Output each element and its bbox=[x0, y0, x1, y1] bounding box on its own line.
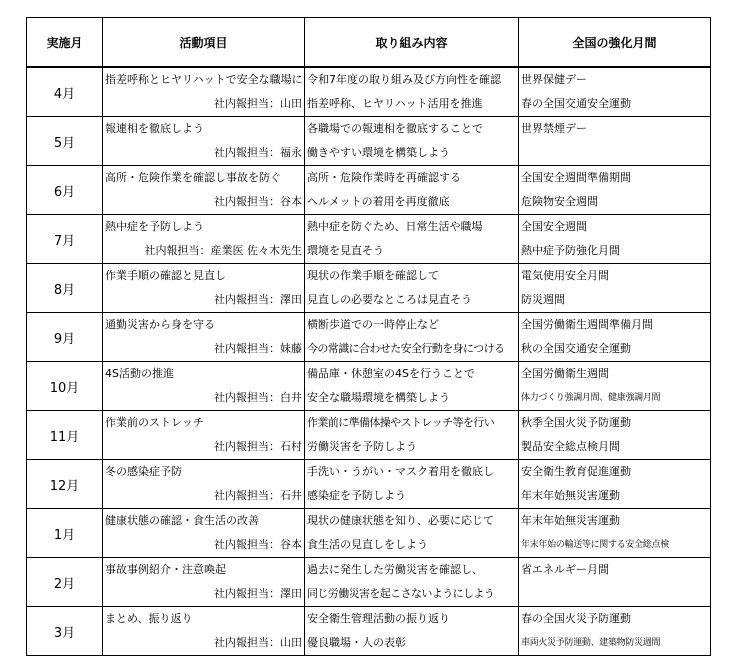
national-line: 危険物安全週間 bbox=[521, 195, 598, 208]
national-line: 省エネルギー月間 bbox=[521, 563, 609, 576]
national-line: 年末年始無災害運動 bbox=[521, 514, 620, 527]
activity-cell bbox=[103, 264, 305, 313]
activity-cell bbox=[103, 460, 305, 509]
national-line bbox=[519, 141, 710, 165]
national-line: 年末年始の輸送等に関する安全総点検 bbox=[521, 540, 669, 550]
activity-cell bbox=[103, 607, 305, 656]
national-line: 電気使用安全月間 bbox=[521, 269, 609, 282]
header-activity: 活動項目 bbox=[103, 18, 305, 68]
national-cell bbox=[519, 362, 711, 411]
content-line: 横断歩道での一時停止など bbox=[307, 318, 439, 331]
header-national: 全国の強化月間 bbox=[519, 18, 711, 68]
national-cell bbox=[519, 67, 711, 117]
header-row bbox=[27, 18, 711, 68]
table-row bbox=[27, 264, 711, 313]
activity-title: 冬の感染症予防 bbox=[105, 465, 182, 478]
content-cell bbox=[305, 411, 519, 460]
reporter: 社内報担当：石村 bbox=[214, 440, 302, 453]
content-line: 高所・危険作業時を再確認する bbox=[307, 171, 461, 184]
national-cell bbox=[519, 313, 711, 362]
safety-plan-table bbox=[26, 17, 711, 656]
reporter: 社内報担当：澤田 bbox=[214, 587, 302, 600]
activity-cell bbox=[103, 509, 305, 558]
table-row bbox=[27, 558, 711, 607]
content-line: 今の常識に合わせた安全行動を身につける bbox=[307, 342, 505, 355]
content-line: ヘルメットの着用を再度徹底 bbox=[307, 195, 450, 208]
national-line: 全国安全週間準備期間 bbox=[521, 171, 631, 184]
table-row bbox=[27, 67, 711, 117]
table-row bbox=[27, 607, 711, 656]
activity-title: 作業前のストレッチ bbox=[105, 416, 204, 429]
reporter: 社内報担当：石井 bbox=[214, 489, 302, 502]
activity-cell bbox=[103, 67, 305, 117]
month-cell: 3月 bbox=[27, 607, 103, 656]
month-cell: 1月 bbox=[27, 509, 103, 558]
content-cell bbox=[305, 362, 519, 411]
national-line: 製品安全総点検月間 bbox=[521, 440, 620, 453]
month-cell: 7月 bbox=[27, 215, 103, 264]
table-row bbox=[27, 460, 711, 509]
content-cell bbox=[305, 460, 519, 509]
content-line: 各職場での報連相を徹底することで bbox=[307, 122, 483, 135]
activity-cell bbox=[103, 558, 305, 607]
table-row bbox=[27, 313, 711, 362]
reporter: 社内報担当：妹藤 bbox=[214, 342, 302, 355]
month-cell: 10月 bbox=[27, 362, 103, 411]
reporter: 社内報担当：山田 bbox=[214, 636, 302, 649]
activity-cell bbox=[103, 313, 305, 362]
activity-title: 熱中症を予防しよう bbox=[105, 220, 204, 233]
content-line: 優良職場・人の表彰 bbox=[307, 636, 406, 649]
content-cell bbox=[305, 215, 519, 264]
table-row bbox=[27, 166, 711, 215]
activity-cell bbox=[103, 166, 305, 215]
month-cell: 2月 bbox=[27, 558, 103, 607]
table-row bbox=[27, 411, 711, 460]
national-line: 車両火災予防運動、建築物防災週間 bbox=[521, 638, 661, 648]
reporter: 社内報担当：谷本 bbox=[214, 538, 302, 551]
reporter: 社内報担当：澤田 bbox=[214, 293, 302, 306]
national-line: 熱中症予防強化月間 bbox=[521, 244, 620, 257]
reporter: 社内報担当：福永 bbox=[214, 146, 302, 159]
activity-title: 高所・危険作業を確認し事故を防ぐ bbox=[105, 171, 281, 184]
activity-title: 報連相を徹底しよう bbox=[105, 122, 204, 135]
activity-title: 健康状態の確認・食生活の改善 bbox=[105, 514, 259, 527]
content-line: 備品庫・休憩室の4Sを行うことで bbox=[307, 367, 475, 380]
content-cell bbox=[305, 558, 519, 607]
content-cell bbox=[305, 313, 519, 362]
reporter: 社内報担当：産業医 佐々木先生 bbox=[144, 244, 302, 257]
content-line: 労働災害を予防しよう bbox=[307, 440, 417, 453]
table-row bbox=[27, 117, 711, 166]
reporter: 社内報担当：山田 bbox=[214, 97, 302, 110]
activity-title: 事故事例紹介・注意喚起 bbox=[105, 563, 226, 576]
month-cell: 4月 bbox=[27, 67, 103, 117]
national-cell bbox=[519, 460, 711, 509]
activity-title: 通勤災害から身を守る bbox=[105, 318, 215, 331]
content-line: 現状の健康状態を知り、必要に応じて bbox=[307, 514, 494, 527]
content-cell bbox=[305, 509, 519, 558]
month-cell: 12月 bbox=[27, 460, 103, 509]
table-row bbox=[27, 215, 711, 264]
national-line: 春の全国火災予防運動 bbox=[521, 612, 631, 625]
content-cell bbox=[305, 264, 519, 313]
content-line: 令和7年度の取り組み及び方向性を確認 bbox=[307, 73, 501, 86]
content-line: 環境を見直そう bbox=[307, 244, 384, 257]
national-cell bbox=[519, 117, 711, 166]
month-cell: 5月 bbox=[27, 117, 103, 166]
content-line: 安全な職場環境を構築しよう bbox=[307, 391, 450, 404]
national-line: 全国安全週間 bbox=[521, 220, 587, 233]
national-line: 秋の全国交通安全運動 bbox=[521, 342, 631, 355]
month-cell: 9月 bbox=[27, 313, 103, 362]
national-cell bbox=[519, 607, 711, 656]
reporter: 社内報担当：谷本 bbox=[214, 195, 302, 208]
activity-title: 4S活動の推進 bbox=[105, 367, 174, 380]
activity-cell bbox=[103, 117, 305, 166]
content-line: 熱中症を防ぐため、日常生活や職場 bbox=[307, 220, 483, 233]
national-cell bbox=[519, 558, 711, 607]
header-month: 実施月 bbox=[27, 18, 103, 68]
activity-title: 指差呼称とヒヤリハットで安全な職場に bbox=[105, 73, 303, 86]
national-line: 年末年始無災害運動 bbox=[521, 489, 620, 502]
content-cell bbox=[305, 607, 519, 656]
activity-cell bbox=[103, 411, 305, 460]
content-cell bbox=[305, 67, 519, 117]
national-line: 全国労働衛生週間準備月間 bbox=[521, 318, 653, 331]
national-line: 全国労働衛生週間 bbox=[521, 367, 609, 380]
national-line bbox=[519, 582, 710, 606]
content-line: 現状の作業手順を確認して bbox=[307, 269, 439, 282]
activity-cell bbox=[103, 362, 305, 411]
reporter: 社内報担当：白井 bbox=[214, 391, 302, 404]
national-cell bbox=[519, 215, 711, 264]
national-cell bbox=[519, 411, 711, 460]
month-cell: 8月 bbox=[27, 264, 103, 313]
table-row bbox=[27, 362, 711, 411]
national-line: 秋季全国火災予防運動 bbox=[521, 416, 631, 429]
national-cell bbox=[519, 166, 711, 215]
content-line: 感染症を予防しよう bbox=[307, 489, 406, 502]
content-line: 指差呼称、ヒヤリハット活用を推進 bbox=[307, 97, 483, 110]
month-cell: 11月 bbox=[27, 411, 103, 460]
national-line: 体力づくり強調月間、健康強調月間 bbox=[521, 393, 661, 403]
content-line: 手洗い・うがい・マスク着用を徹底し bbox=[307, 465, 494, 478]
activity-cell bbox=[103, 215, 305, 264]
activity-title: まとめ、振り返り bbox=[105, 612, 193, 625]
national-line: 安全衛生教育促進運動 bbox=[521, 465, 631, 478]
national-line: 世界保健デー bbox=[521, 73, 587, 86]
activity-title: 作業手順の確認と見直し bbox=[105, 269, 226, 282]
content-line: 見直しの必要なところは見直そう bbox=[307, 293, 472, 306]
content-cell bbox=[305, 166, 519, 215]
national-line: 防災週間 bbox=[521, 293, 565, 306]
content-line: 食生活の見直しをしよう bbox=[307, 538, 428, 551]
month-cell: 6月 bbox=[27, 166, 103, 215]
table-row bbox=[27, 509, 711, 558]
content-cell bbox=[305, 117, 519, 166]
national-cell bbox=[519, 264, 711, 313]
national-cell bbox=[519, 509, 711, 558]
content-line: 安全衛生管理活動の振り返り bbox=[307, 612, 450, 625]
content-line: 働きやすい環境を構築しよう bbox=[307, 146, 450, 159]
header-content: 取り組み内容 bbox=[305, 18, 519, 68]
national-line: 春の全国交通安全運動 bbox=[521, 97, 631, 110]
content-line: 過去に発生した労働災害を確認し、 bbox=[307, 563, 483, 576]
content-line: 同じ労働災害を起こさないようにしよう bbox=[307, 587, 495, 600]
content-line: 作業前に準備体操やストレッチ等を行い bbox=[307, 416, 495, 429]
national-line: 世界禁煙デー bbox=[521, 122, 587, 135]
